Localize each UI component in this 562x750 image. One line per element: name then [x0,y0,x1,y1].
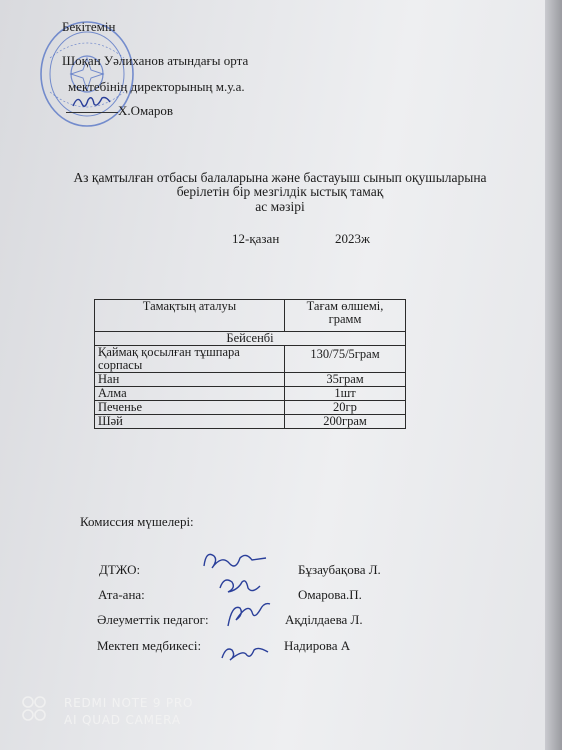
dish-cell: Печенье [95,401,285,415]
member-name: Ақділдаева Л. [285,612,363,627]
commission-heading: Комиссия мүшелері: [80,514,194,529]
menu-title-line-1: Аз қамтылған отбасы балаларына және бастауыш сынып оқушыларына [73,170,487,185]
portion-cell: 200грам [285,415,406,429]
page-edge-shadow [545,0,562,750]
menu-title-line-3: ас мәзірі [255,199,305,214]
watermark-device: REDMI NOTE 9 PRO [64,696,194,710]
director-name: Х.Омаров [118,103,174,118]
table-header-row [95,300,406,332]
member-role: Ата-ана: [98,587,145,602]
signature-icon [216,574,264,600]
header-portion-label-1: Тағам өлшемі, [306,299,384,313]
dish-cell [95,346,285,373]
approval-label: Бекітемін [62,19,116,34]
table-row [95,401,406,415]
member-name: Омарова.П. [298,587,362,602]
dish-cell: Шәй [95,415,285,429]
member-role: Әлеуметтік педагог: [97,612,209,627]
menu-year: 2023ж [335,231,370,246]
signature-icon [222,598,274,634]
table-row [95,373,406,387]
portion-cell: 130/75/5грам [285,346,406,373]
signature-icon [200,546,270,576]
header-portion [285,300,406,332]
director-position: мектебінің директорының м.у.а. [68,79,245,94]
header-dish-label: Тамақтың аталуы [142,299,237,313]
table-row [95,387,406,401]
portion-cell: 1шт [285,387,406,401]
member-role: Мектеп медбикесі: [97,638,202,653]
day-cell: Бейсенбі [95,332,406,346]
school-name: Шоқан Уәлиханов атындағы орта [62,53,249,68]
dish-cell: Нан [95,373,285,387]
menu-title-line-2: берілетін бір мезгілдік ыстық тамақ [176,184,384,199]
menu-table [94,299,406,429]
dish-name: Қаймақ қосылған тұшпара [98,345,240,359]
table-row [95,346,406,373]
director-signature-icon [70,92,112,112]
table-row [95,415,406,429]
table-day-row [95,332,406,346]
menu-date: 12-қазан [232,231,280,246]
header-portion-label-2: грамм [328,312,362,326]
portion-cell: 35грам [285,373,406,387]
member-role: ДТЖО: [99,562,141,577]
signature-icon [218,640,272,666]
camera-logo-icon [20,694,60,724]
watermark-camera: AI QUAD CAMERA [64,713,181,727]
member-name: Бұзаубақова Л. [298,562,381,577]
header-dish [95,300,285,332]
dish-name-cont: сорпасы [98,358,143,372]
portion-cell: 20гр [285,401,406,415]
dish-cell: Алма [95,387,285,401]
member-name: Надирова А [284,638,351,653]
